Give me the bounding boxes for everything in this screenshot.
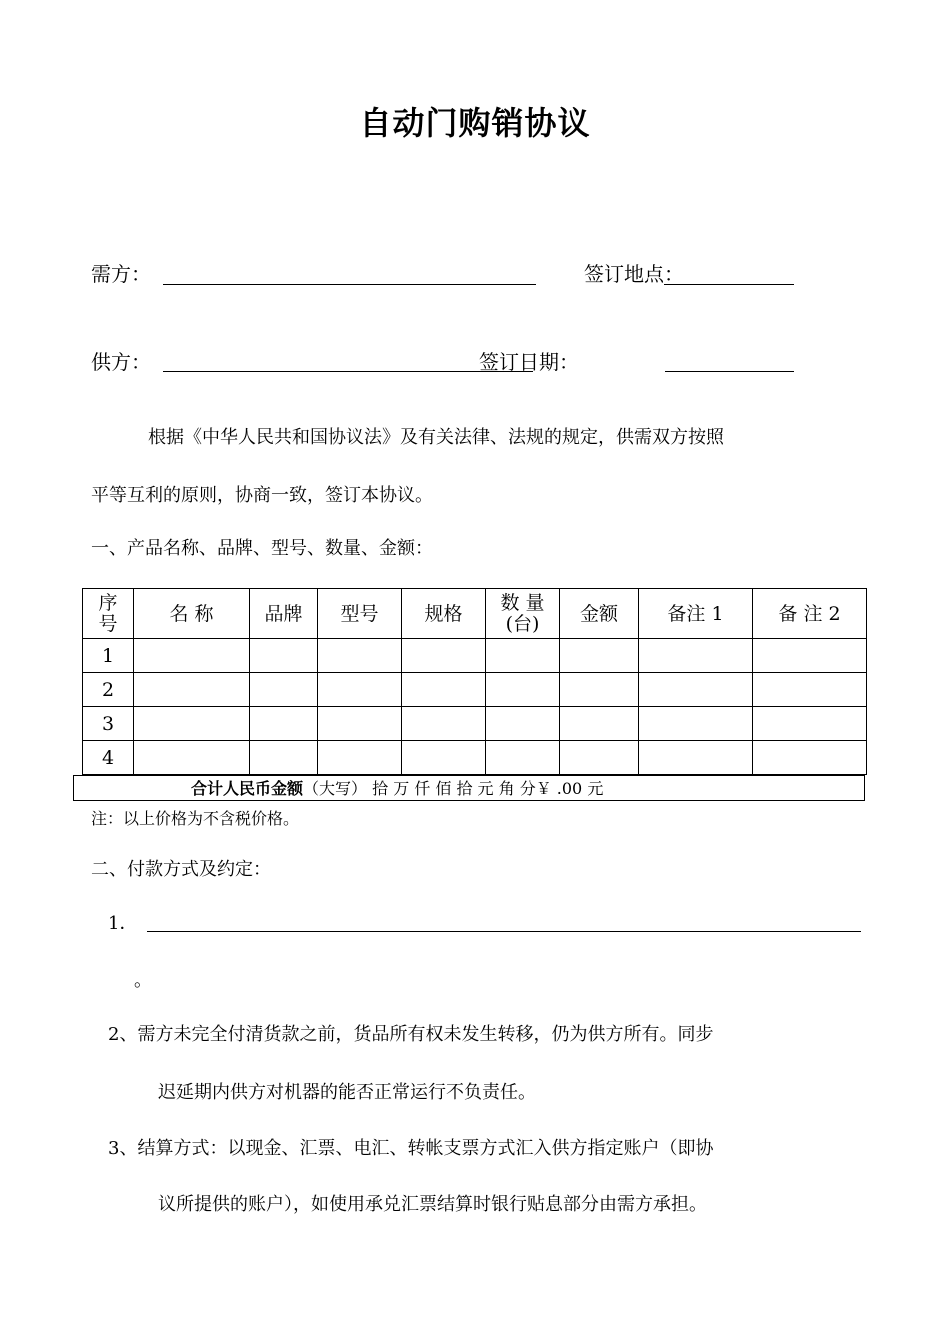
price-note: 注：以上价格为不含税价格。 <box>91 809 300 828</box>
col-header-model: 型号 <box>318 589 402 639</box>
col-header-name: 名 称 <box>134 589 250 639</box>
sign-date-label: 签订日期： <box>479 350 579 374</box>
col-header-spec: 规格 <box>402 589 486 639</box>
sign-place-blank[interactable] <box>664 284 794 285</box>
total-amount-row <box>73 775 865 801</box>
intro-line-1: 根据《中华人民共和国协议法》及有关法律、法规的规定，供需双方按照 <box>148 427 724 448</box>
total-amount-text: （大写） 拾 万 仟 佰 拾 元 角 分￥ .00 元 <box>303 779 604 798</box>
payment-item-1-number: 1． <box>108 913 138 934</box>
document-title: 自动门购销协议 <box>359 104 591 142</box>
table-row <box>83 673 867 707</box>
buyer-blank[interactable] <box>163 284 536 285</box>
buyer-label: 需方： <box>91 262 151 286</box>
payment-item-2-line-2: 迟延期内供方对机器的能否正常运行不负责任。 <box>158 1082 536 1103</box>
section-2-heading: 二、付款方式及约定： <box>91 859 271 880</box>
table-row <box>83 707 867 741</box>
product-table <box>82 588 867 775</box>
payment-item-3-line-2: 议所提供的账户），如使用承兑汇票结算时银行贴息部分由需方承担。 <box>158 1194 707 1215</box>
payment-item-1-end: 。 <box>134 970 152 991</box>
payment-item-1-blank[interactable] <box>147 931 861 932</box>
table-row <box>83 741 867 775</box>
row-index: 1 <box>83 639 134 673</box>
table-row <box>83 639 867 673</box>
payment-item-2-line-1: 2、需方未完全付清货款之前，货品所有权未发生转移，仍为供方所有。同步 <box>108 1024 714 1045</box>
row-index: 4 <box>83 741 134 775</box>
supplier-blank[interactable] <box>163 371 533 372</box>
row-index: 3 <box>83 707 134 741</box>
payment-item-3-line-1: 3、结算方式：以现金、汇票、电汇、转帐支票方式汇入供方指定账户（即协 <box>108 1138 714 1159</box>
col-header-brand: 品牌 <box>250 589 318 639</box>
supplier-label: 供方： <box>91 350 151 374</box>
col-header-remark-1: 备注 1 <box>639 589 753 639</box>
col-header-amount: 金额 <box>560 589 639 639</box>
col-header-remark-2: 备 注 2 <box>753 589 867 639</box>
intro-line-2: 平等互利的原则，协商一致，签订本协议。 <box>91 485 433 506</box>
col-header-index: 序号 <box>83 589 134 639</box>
col-header-quantity: 数 量(台) <box>486 589 560 639</box>
total-label: 合计人民币金额 <box>191 779 304 798</box>
sign-date-blank[interactable] <box>665 371 794 372</box>
sign-place-label: 签订地点： <box>584 262 684 286</box>
table-header-row <box>83 589 867 639</box>
section-1-heading: 一、产品名称、品牌、型号、数量、金额： <box>91 538 433 559</box>
row-index: 2 <box>83 673 134 707</box>
